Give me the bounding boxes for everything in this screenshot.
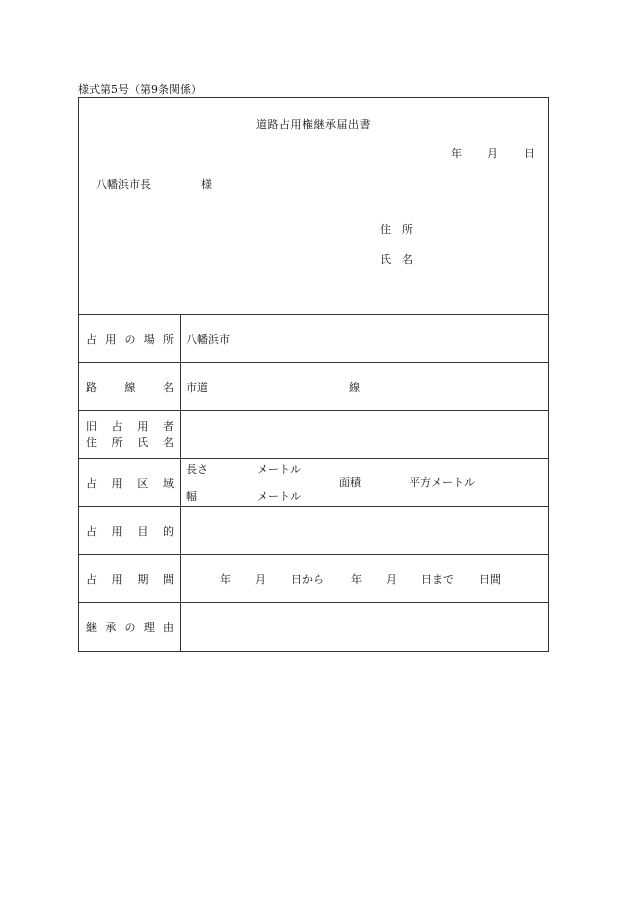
route-value-cell	[181, 363, 548, 410]
row-period	[79, 555, 548, 603]
label-cell	[79, 507, 181, 554]
form-title: 道路占用権継承届出書	[256, 118, 371, 131]
width-label: 幅	[186, 490, 197, 503]
period-month-until: 月	[386, 573, 397, 586]
addressee-name: 八幡浜市長	[96, 178, 151, 191]
period-year-until: 年	[351, 573, 362, 586]
addressee-honorific: 様	[201, 178, 212, 191]
purpose-value-cell	[181, 507, 548, 554]
period-days: 日間	[479, 573, 501, 586]
area-label: 面積	[339, 476, 361, 489]
row-label: 占 用 の 場 所	[86, 332, 174, 346]
location-value: 八幡浜市	[186, 333, 230, 346]
label-cell	[79, 555, 181, 602]
label-cell	[79, 411, 181, 458]
row-label: 旧 占 用 者 住 所 氏 名	[86, 419, 174, 449]
form-header	[79, 98, 548, 315]
former-occupant-value-cell	[181, 411, 548, 458]
label-cell	[79, 603, 181, 651]
row-label: 継 承 の 理 由	[86, 621, 174, 634]
row-label: 占 用 区 域	[86, 476, 174, 490]
row-label: 占 用 期 間	[86, 572, 174, 586]
applicant-address-label: 住 所	[380, 223, 413, 236]
row-purpose	[79, 507, 548, 555]
period-year-from: 年	[220, 573, 231, 586]
label-cell	[79, 315, 181, 362]
location-value-cell	[181, 315, 548, 362]
date-month: 月	[487, 147, 498, 160]
label-cell	[79, 363, 181, 410]
area-value-cell	[181, 459, 548, 506]
row-route	[79, 363, 548, 411]
row-reason	[79, 603, 548, 651]
row-former-occupant	[79, 411, 548, 459]
period-day-until: 日まで	[421, 573, 454, 586]
row-location	[79, 315, 548, 363]
reason-value-cell	[181, 603, 548, 651]
label-cell	[79, 459, 181, 506]
row-label: 路 線 名	[86, 380, 174, 394]
notification-form	[78, 97, 549, 652]
area-unit: 平方メートル	[409, 476, 475, 489]
date-year: 年	[451, 147, 462, 160]
length-unit: メートル	[257, 463, 301, 476]
route-suffix: 線	[349, 381, 360, 394]
length-label: 長さ	[186, 463, 208, 476]
width-unit: メートル	[257, 490, 301, 503]
period-value-cell	[181, 555, 548, 602]
period-month-from: 月	[255, 573, 266, 586]
date-day: 日	[524, 147, 535, 160]
form-number: 様式第5号（第9条関係）	[78, 83, 202, 96]
row-label: 占 用 目 的	[86, 524, 174, 538]
applicant-name-label: 氏 名	[380, 253, 413, 266]
period-day-from: 日から	[291, 573, 324, 586]
row-area	[79, 459, 548, 507]
route-prefix: 市道	[186, 381, 208, 394]
